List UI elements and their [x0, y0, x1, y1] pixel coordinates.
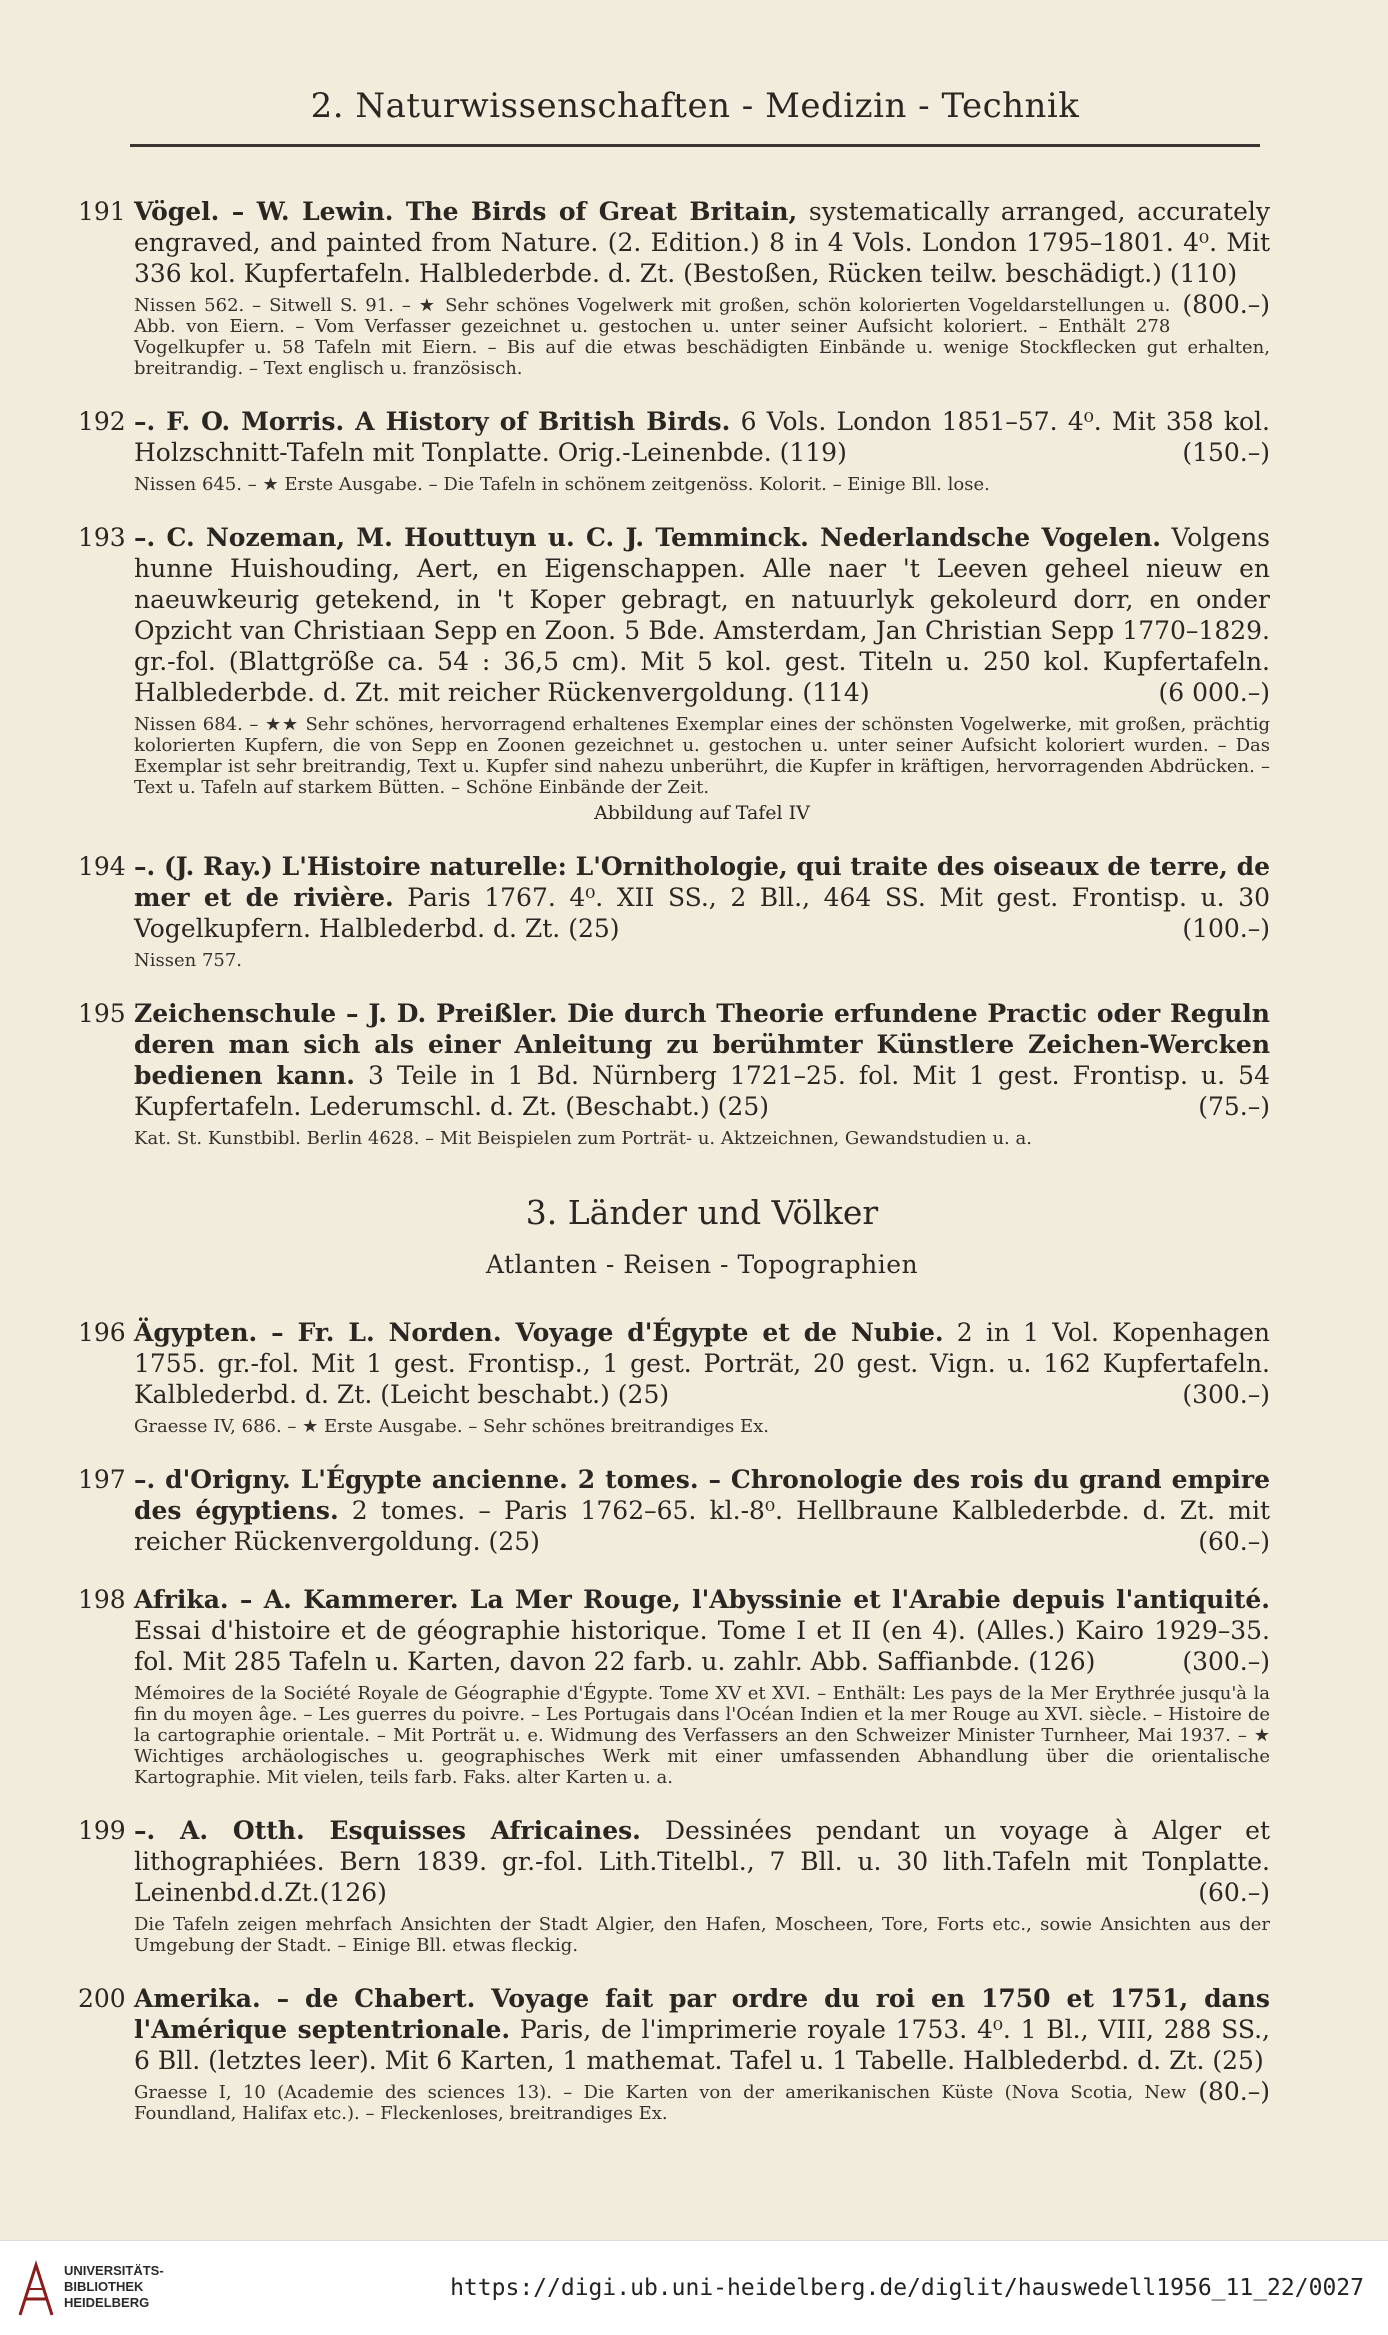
entry-details: Volgens hunne Huishouding, Aert, en Eigenschappen. Alle naer 't Leeven geheel nieuw en naeuwkeurig getekend, in 't Koper gebragt, en natuurlyk gekoleurd dorr, en onder Opzicht van Christiaan Sepp en Zoon. 5 Bde. Amsterdam, Jan Christian Sepp 1770–1829. gr.-fol. (Blattgröße ca. 54 : 36,5 cm). Mit 5 kol. gest. Titeln u. 250 kol. Kupfertafeln. Halblederbde. d. Zt. mit reicher Rückenvergoldung. (114) — [134, 523, 1270, 707]
entry-title: Vögel. – W. Lewin. The Birds of Great Britain, — [134, 197, 798, 226]
entry-details: Paris 1767. 4⁰. XII SS., 2 Bll., 464 SS. Mit gest. Frontisp. u. 30 Vogelkupfern. Halblederbd. d. Zt. (25) — [134, 883, 1271, 943]
library-name-line: UNIVERSITÄTS- — [64, 2263, 164, 2278]
entry-description — [134, 1464, 1270, 1557]
catalog-entry — [70, 1815, 1270, 1956]
entry-list-countries — [70, 1317, 1270, 2124]
section-subtitle: Atlanten - Reisen - Topographien — [485, 1250, 919, 1279]
entry-title: Amerika. – de Chabert. Voyage fait par ordre du roi en 1750 et 1751, dans l'Amérique septentrionale. — [134, 1984, 1270, 2044]
catalog-entry — [70, 1317, 1270, 1437]
catalog-entry — [70, 196, 1270, 379]
entry-description — [134, 1815, 1270, 1908]
entry-number: 192 — [78, 407, 126, 436]
entry-number: 193 — [78, 523, 126, 552]
catalog-entry — [70, 998, 1270, 1149]
entry-title: Afrika. – A. Kammerer. La Mer Rouge, l'Abyssinie et l'Arabie depuis l'antiquité. — [134, 1585, 1270, 1614]
entry-note: Nissen 757. — [134, 950, 243, 971]
entry-note: Nissen 562. – Sitwell S. 91. – ★ Sehr schönes Vogelwerk mit großen, schön kolorierten Vogeldarstellungen u. Abb. von Eiern. – Vom Verfasser gezeichnet u. gestochen u. unter seiner Aufsicht koloriert. – Enthält 278 Vogelkupfer u. 58 Tafeln mit Eiern. – Bis auf die etwas beschädigten Einbände u. wenige Stockflecken gut erhalten, breitrandig. – Text englisch u. französisch. — [134, 295, 1270, 379]
entry-description — [134, 1584, 1270, 1677]
library-name-line: HEIDELBERG — [64, 2295, 150, 2310]
entry-note: Die Tafeln zeigen mehrfach Ansichten der Stadt Algier, den Hafen, Moscheen, Tore, Forts etc., sowie Ansichten aus der Umgebung der Stadt. – Einige Bll. etwas fleckig. — [134, 1914, 1270, 1956]
section-title: 3. Länder und Völker — [525, 1193, 879, 1232]
entry-number: 191 — [78, 197, 126, 226]
catalog-entry — [70, 1584, 1270, 1788]
library-name — [64, 2263, 164, 2311]
entry-number: 196 — [78, 1318, 126, 1347]
entry-price: (6 000.–) — [1158, 678, 1270, 707]
entry-details: 2 tomes. – Paris 1762–65. kl.-8⁰. Hellbraune Kalblederbde. d. Zt. mit reicher Rückenvergoldung. (25) — [134, 1496, 1270, 1556]
entry-title: –. F. O. Morris. A History of British Birds. — [134, 407, 731, 436]
entry-price: (300.–) — [1182, 1380, 1270, 1409]
header-rule — [130, 144, 1260, 147]
catalog-entry — [70, 406, 1270, 495]
entry-price: (800.–) — [1182, 290, 1270, 319]
entry-number: 197 — [78, 1465, 126, 1494]
library-logo-icon — [14, 2259, 58, 2319]
catalog-entry — [70, 851, 1270, 971]
catalog-entry — [70, 1983, 1270, 2124]
footer-bar — [0, 2240, 1388, 2335]
entry-details: 3 Teile in 1 Bd. Nürnberg 1721–25. fol. Mit 1 gest. Frontisp. u. 54 Kupfertafeln. Lederumschl. d. Zt. (Beschabt.) (25) — [134, 1061, 1270, 1121]
entry-price: (300.–) — [1182, 1647, 1270, 1676]
entry-price: (75.–) — [1198, 1092, 1270, 1121]
entry-details: Paris, de l'imprimerie royale 1753. 4⁰. 1 Bl., VIII, 288 SS., 6 Bll. (letztes leer). Mit 6 Karten, 1 mathemat. Tafel u. 1 Tabelle. Halblederbd. d. Zt. (25) — [134, 2015, 1270, 2075]
entry-number: 195 — [78, 999, 126, 1028]
entry-description — [134, 522, 1270, 708]
entry-description — [134, 196, 1270, 319]
entry-title: –. (J. Ray.) L'Histoire naturelle: L'Ornithologie, qui traite des oiseaux de terre, de mer et de rivière. — [134, 852, 1270, 912]
entry-description — [134, 851, 1270, 944]
entry-details: Dessinées pendant un voyage à Alger et lithographiées. Bern 1839. gr.-fol. Lith.Titelbl., 7 Bll. u. 30 lith.Tafeln mit Tonplatte. Leinenbd.d.Zt.(126) — [134, 1816, 1270, 1907]
entry-price: (60.–) — [1198, 1878, 1270, 1907]
entry-details: 6 Vols. London 1851–57. 4⁰. Mit 358 kol. Holzschnitt-Tafeln mit Tonplatte. Orig.-Leinenbde. (119) — [134, 407, 1270, 467]
entry-number: 200 — [78, 1984, 126, 2013]
entry-details: systematically arranged, accurately engraved, and painted from Nature. (2. Edition.) 8 in 4 Vols. London 1795–1801. 4⁰. Mit 336 kol. Kupfertafeln. Halblederbde. d. Zt. (Bestoßen, Rücken teilw. beschädigt.) (110) — [134, 197, 1270, 288]
catalog-entry — [70, 522, 1270, 824]
entry-description — [134, 406, 1270, 468]
entry-number: 194 — [78, 852, 126, 881]
entry-price: (150.–) — [1182, 438, 1270, 467]
entry-price: (80.–) — [1198, 2077, 1270, 2106]
entry-title: –. d'Origny. L'Égypte ancienne. 2 tomes. – Chronologie des rois du grand empire des égyptiens. — [134, 1465, 1270, 1525]
entry-details: Essai d'histoire et de géographie historique. Tome I et II (en 4). (Alles.) Kairo 1929–35. fol. Mit 285 Tafeln u. Karten, davon 22 farb. u. zahlr. Abb. Saffianbde. (126) — [134, 1616, 1270, 1676]
library-name-line: BIBLIOTHEK — [64, 2279, 144, 2294]
entry-details: 2 in 1 Vol. Kopenhagen 1755. gr.-fol. Mit 1 gest. Frontisp., 1 gest. Porträt, 20 gest. Vign. u. 162 Kupfertafeln. Kalblederbd. d. Zt. (Leicht beschabt.) (25) — [134, 1318, 1270, 1409]
entry-price: (100.–) — [1182, 914, 1270, 943]
entry-note: Kat. St. Kunstbibl. Berlin 4628. – Mit Beispielen zum Porträt- u. Aktzeichnen, Gewandstudien u. a. — [134, 1128, 1032, 1149]
entry-note: Nissen 684. – ★★ Sehr schönes, hervorragend erhaltenes Exemplar eines der schönsten Vogelwerke, mit großen, prächtig kolorierten Kupfern, die von Sepp en Zoonen gezeichnet u. gestochen u. unter seiner Aufsicht koloriert wurden. – Das Exemplar ist sehr breitrandig, Text u. Kupfer sind nahezu unberührt, die Kupfer in kräftigen, hervorragenden Abdrücken. – Text u. Tafeln auf starkem Bütten. – Schöne Einbände der Zeit. — [134, 714, 1270, 798]
entry-price: (60.–) — [1198, 1527, 1270, 1556]
running-head: 2. Naturwissenschaften - Medizin - Technik — [310, 86, 1080, 126]
entry-title: –. C. Nozeman, M. Houttuyn u. C. J. Temminck. Nederlandsche Vogelen. — [134, 523, 1161, 552]
entry-title: Zeichenschule – J. D. Preißler. Die durch Theorie erfundene Practic oder Reguln deren man sich als einer Anleitung zu berühmter Künstlere Zeichen-Wercken bedienen kann. — [134, 999, 1270, 1090]
entry-number: 199 — [78, 1816, 126, 1845]
entry-number: 198 — [78, 1585, 126, 1614]
plate-reference: Abbildung auf Tafel IV — [594, 802, 810, 824]
catalog-entry — [70, 1464, 1270, 1557]
permalink-url[interactable]: https://digi.ub.uni-heidelberg.de/diglit/hauswedell1956_11_22/0027 — [450, 2275, 1364, 2301]
entry-note: Graesse IV, 686. – ★ Erste Ausgabe. – Sehr schönes breitrandiges Ex. — [134, 1416, 769, 1437]
entry-title: Ägypten. – Fr. L. Norden. Voyage d'Égypte et de Nubie. — [134, 1318, 944, 1347]
entry-title: –. A. Otth. Esquisses Africaines. — [134, 1816, 641, 1845]
entry-description — [134, 1317, 1270, 1410]
entry-note: Nissen 645. – ★ Erste Ausgabe. – Die Tafeln in schönem zeitgenöss. Kolorit. – Einige Bll. lose. — [134, 474, 990, 495]
entry-list-natural-sciences — [70, 196, 1270, 1149]
entry-note: Graesse I, 10 (Academie des sciences 13). – Die Karten von der amerikanischen Küste (Nova Scotia, New Foundland, Halifax etc.). – Fleckenloses, breitrandiges Ex. — [134, 2082, 1187, 2124]
entry-description — [134, 998, 1270, 1122]
entry-note: Mémoires de la Société Royale de Géographie d'Égypte. Tome XV et XVI. – Enthält: Les pays de la Mer Erythrée jusqu'à la fin du moyen âge. – Les guerres du poivre. – Les Portugais dans l'Océan Indien et la mer Rouge au XVI. siècle. – Histoire de la cartographie orientale. – Mit Porträt u. e. Widmung des Verfassers an den Schweizer Minister Turnheer, Mai 1937. – ★ Wichtiges archäologisches u. geographisches Werk mit einer umfassenden Abhandlung über die orientalische Kartographie. Mit vielen, teils farb. Faks. alter Karten u. a. — [134, 1683, 1270, 1788]
content — [70, 196, 1270, 2151]
